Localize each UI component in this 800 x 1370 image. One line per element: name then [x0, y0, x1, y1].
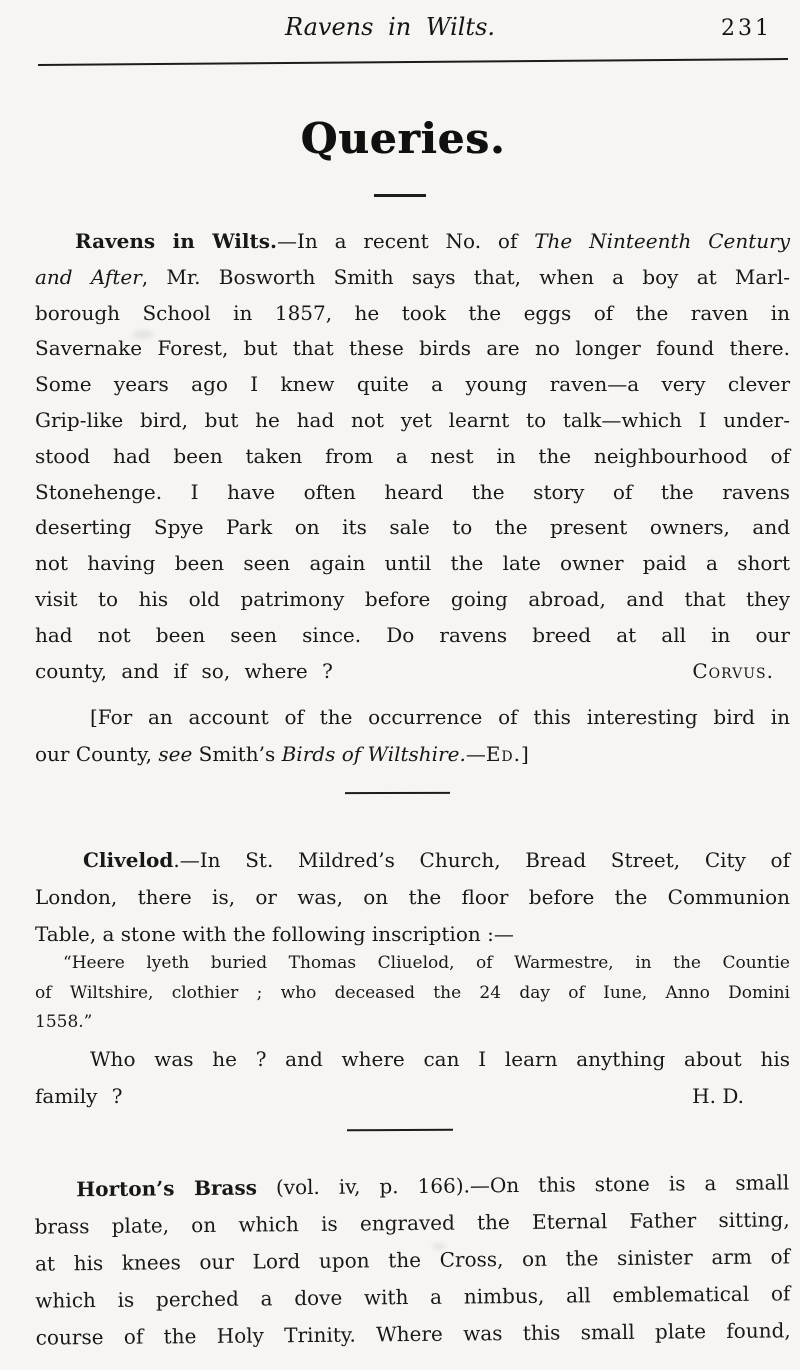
- text-segment: Birds of Wiltshire.: [281, 742, 466, 766]
- text-segment: H. D.: [692, 1084, 744, 1108]
- text-segment: our County,: [35, 742, 159, 766]
- text-segment: , Mr. Bosworth Smith says that, when a boy at Marl-: [141, 264, 790, 289]
- text-segment: 1558.”: [35, 1012, 93, 1032]
- heading-divider-line: [374, 194, 426, 197]
- text-line: [36, 1312, 791, 1356]
- text-line: [35, 736, 790, 773]
- text-segment: Ed.: [485, 742, 522, 766]
- text-segment: —: [465, 742, 486, 766]
- text-segment: stood had been taken from a nest in the neighbourhood of: [35, 443, 790, 468]
- text-line: [35, 582, 790, 618]
- text-line: [35, 1078, 790, 1115]
- text-segment: brass plate, on which is engraved the Eternal Father sitting,: [34, 1207, 790, 1239]
- text-line: [35, 1041, 790, 1078]
- text-line: [35, 510, 790, 546]
- section-divider-line-2: [347, 1129, 453, 1132]
- text-segment: Smith’s: [192, 742, 282, 766]
- text-line: [35, 546, 790, 582]
- text-segment: and After: [35, 264, 142, 289]
- text-segment: The Ninteenth Century: [534, 229, 790, 253]
- text-segment: had not been seen since. Do ravens breed at all in our: [35, 622, 790, 647]
- ravens-query-paragraph: [35, 224, 790, 689]
- text-segment: [For an account of the occurrence of this interesting bird in: [90, 705, 790, 729]
- page-number: 231: [721, 16, 772, 41]
- text-segment: see: [158, 742, 193, 766]
- text-line: [35, 654, 790, 690]
- clivelod-inscription: [35, 949, 790, 1038]
- text-segment: course of the Holy Trinity. Where was this small plate found,: [35, 1318, 791, 1350]
- text-segment: Corvus.: [692, 658, 774, 683]
- signature: [692, 1078, 790, 1115]
- text-segment: Clivelod: [83, 848, 174, 872]
- clivelod-question: [35, 1041, 790, 1115]
- text-segment: ]: [521, 742, 529, 766]
- text-line: [35, 699, 790, 736]
- text-segment: which is perched a dove with a nimbus, all emblematical of: [35, 1281, 791, 1313]
- editor-note: [35, 699, 790, 773]
- scan-smudge: [132, 330, 154, 339]
- text-line: [35, 916, 790, 953]
- text-segment: borough School in 1857, he took the eggs of the raven in: [35, 300, 790, 325]
- signature: [692, 654, 790, 690]
- text-segment: visit to his old patrimony before going abroad, and that they: [35, 586, 790, 611]
- text-line: [35, 296, 790, 332]
- text-line: [35, 260, 790, 296]
- text-segment: London, there is, or was, on the floor before the Communion: [35, 885, 790, 909]
- text-segment: at his knees our Lord upon the Cross, on the sinister arm of: [34, 1244, 791, 1276]
- text-line: [35, 367, 790, 403]
- text-segment: Table, a stone with the following inscription :—: [35, 922, 514, 946]
- running-head: Ravens in Wilts.: [284, 13, 496, 41]
- text-segment: Who was he ? and where can I learn anything about his: [90, 1047, 790, 1071]
- text-line: [35, 879, 790, 916]
- line-text: [35, 1078, 122, 1115]
- text-segment: .—In St. Mildred’s Church, Bread Street, City of: [173, 848, 790, 872]
- text-line: [35, 1008, 790, 1038]
- clivelod-paragraph: [35, 842, 790, 953]
- text-segment: Horton’s Brass: [76, 1175, 258, 1202]
- text-line: [35, 842, 790, 879]
- scan-smudge: [432, 1243, 446, 1250]
- text-line: [35, 618, 790, 654]
- text-line: [35, 439, 790, 475]
- hortons-paragraph: [34, 1164, 791, 1356]
- text-segment: deserting Spye Park on its sale to the present owners, and: [35, 515, 790, 540]
- text-line: [35, 475, 790, 511]
- section-heading-queries: Queries.: [300, 114, 506, 163]
- text-segment: county, and if so, where ?: [35, 658, 333, 683]
- text-segment: Grip-like bird, but he had not yet learnt to talk—which I under-: [35, 407, 790, 432]
- text-line: [35, 224, 790, 260]
- text-line: [35, 949, 790, 979]
- line-text: [35, 654, 333, 690]
- header-divider-line: [38, 58, 788, 66]
- text-segment: not having been seen again until the late owner paid a short: [35, 551, 790, 576]
- text-segment: Some years ago I knew quite a young raven—a very clever: [35, 372, 790, 397]
- text-segment: (vol. iv, p. 166).—On this stone is a small: [256, 1170, 790, 1200]
- text-line: [35, 403, 790, 439]
- text-segment: of Wiltshire, clothier ; who deceased the 24 day of Iune, Anno Domini: [35, 982, 790, 1003]
- text-segment: Stonehenge. I have often heard the story of the ravens: [35, 479, 790, 504]
- text-segment: family ?: [35, 1084, 123, 1108]
- text-segment: Ravens in Wilts.: [75, 229, 277, 253]
- section-divider-line: [345, 792, 450, 794]
- text-segment: “Heere lyeth buried Thomas Cliuelod, of Warmestre, in the Countie: [63, 953, 790, 973]
- text-segment: —In a recent No. of: [276, 229, 535, 253]
- text-segment: Savernake Forest, but that these birds are no longer found there.: [35, 336, 790, 361]
- text-line: [35, 979, 790, 1009]
